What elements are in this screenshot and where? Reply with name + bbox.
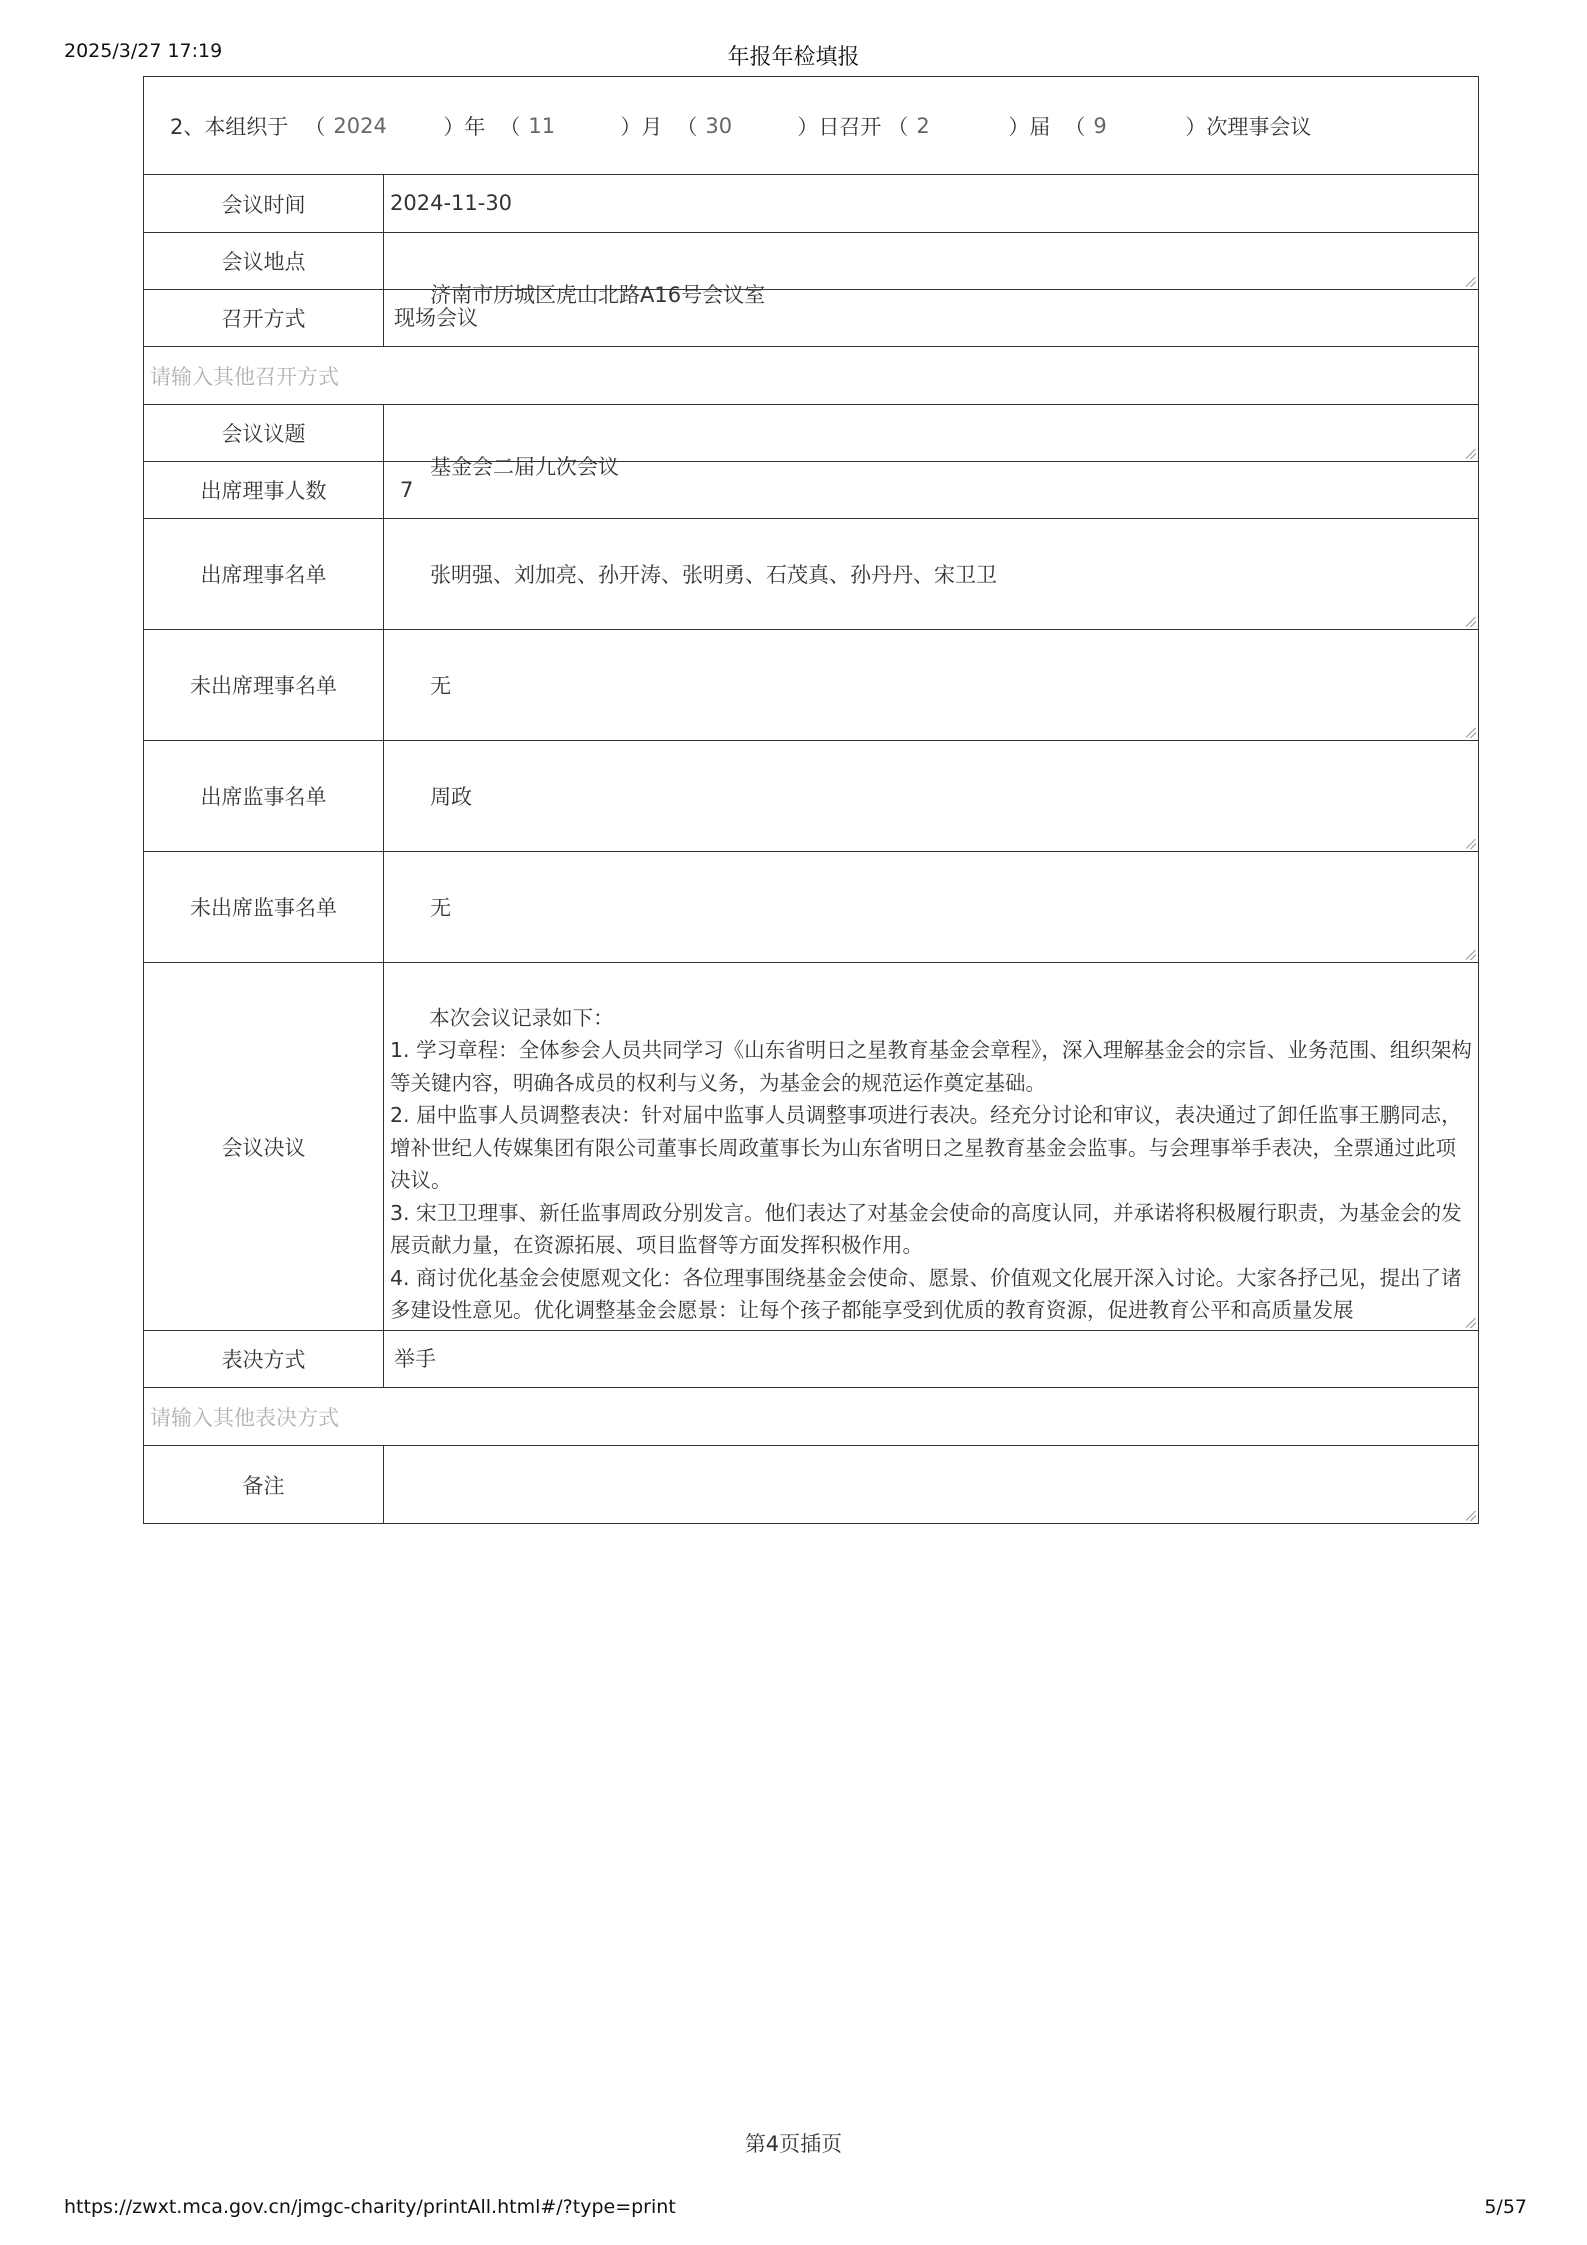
absent-supervisors-text: 无 — [430, 896, 452, 920]
absent-supervisors-field[interactable] — [384, 852, 1478, 962]
session-unit: 届 — [1029, 114, 1051, 139]
meeting-location-text: 济南市历城区虎山北路A16号会议室 — [430, 283, 766, 307]
meeting-count-field[interactable]: 9 — [1093, 113, 1107, 138]
resize-handle-icon[interactable] — [1466, 950, 1476, 960]
resolution-text: 本次会议记录如下： 1. 学习章程：全体参会人员共同学习《山东省明日之星教育基金会章程》，深入理解基金会的宗旨、业务范围、组织架构等关键内容，明确各成员的权利与义务，为基金会的规范运作奠定基础。 2. 届中监事人员调整表决：针对届中监事人员调整事项进行表决。经充分讨论和审议，表决通过了卸任监事王鹏同志，增补世纪人传媒集团有限公司董事长周政董事长为山东省明日之星教育基金会监事。与会理事举手表决，全票通过此项决议。 3. 宋卫卫理事、新任监事周政分别发言。他们表达了对基金会使命的高度认同，并承诺将积极履行职责，为基金会的发展贡献力量，在资源拓展、项目监督等方面发挥积极作用。 4. 商讨优化基金会使愿观文化：各位理事围绕基金会使命、愿景、价值观文化展开深入讨论。大家各抒己见，提出了诸多建设性意见。优化调整基金会愿景：让每个孩子都能享受到优质的教育资源，促进教育公平和高质量发展 — [390, 1005, 1472, 1322]
count-unit: 次理事会议 — [1206, 114, 1312, 139]
absent-directors-row — [144, 629, 1478, 740]
meeting-topic-field[interactable] — [384, 405, 1478, 479]
attending-supervisors-text: 周政 — [430, 785, 473, 809]
meeting-topic-row — [144, 404, 1478, 479]
absent-directors-label: 未出席理事名单 — [144, 630, 384, 740]
other-voting-row — [144, 1387, 1478, 1445]
meeting-time-label: 会议时间 — [144, 175, 384, 232]
other-mode-input[interactable]: 请输入其他召开方式 — [150, 364, 339, 389]
other-mode-row — [144, 346, 1478, 404]
attending-count-label: 出席理事人数 — [144, 462, 384, 518]
resize-handle-icon[interactable] — [1466, 617, 1476, 627]
voting-method-row — [144, 1330, 1478, 1387]
remarks-field[interactable] — [384, 1446, 1478, 1523]
footer-page-number: 5/57 — [1484, 2196, 1527, 2218]
absent-directors-field[interactable] — [384, 630, 1478, 740]
resize-handle-icon[interactable] — [1466, 1318, 1476, 1328]
resize-handle-icon[interactable] — [1466, 1511, 1476, 1521]
meeting-mode-label: 召开方式 — [144, 290, 384, 346]
month-unit: 月 — [641, 114, 663, 139]
meeting-time-field[interactable]: 2024-11-30 — [390, 191, 513, 215]
attending-directors-field[interactable] — [384, 519, 1478, 629]
attending-supervisors-label: 出席监事名单 — [144, 741, 384, 851]
voting-method-select[interactable]: 举手 — [394, 1347, 436, 1371]
meeting-month-field[interactable]: 11 — [528, 113, 556, 138]
meeting-topic-label: 会议议题 — [144, 405, 384, 461]
meeting-year-field[interactable]: 2024 — [333, 113, 387, 138]
meeting-day-field[interactable]: 30 — [705, 113, 733, 138]
attending-count-field[interactable]: 7 — [400, 478, 414, 502]
page-insert-note: 第4页插页 — [744, 2132, 843, 2156]
attending-directors-row — [144, 518, 1478, 629]
attending-supervisors-row — [144, 740, 1478, 851]
resize-handle-icon[interactable] — [1466, 277, 1476, 287]
meeting-location-field[interactable] — [384, 233, 1478, 307]
meeting-location-row — [144, 232, 1478, 307]
resolution-field[interactable] — [384, 963, 1478, 1330]
board-meeting-form — [143, 76, 1479, 1524]
meeting-mode-select[interactable]: 现场会议 — [394, 306, 478, 330]
remarks-label: 备注 — [144, 1446, 384, 1523]
absent-supervisors-label: 未出席监事名单 — [144, 852, 384, 962]
attending-count-row — [144, 461, 1478, 518]
absent-supervisors-row — [144, 851, 1478, 962]
remarks-row — [144, 1445, 1478, 1523]
resize-handle-icon[interactable] — [1466, 839, 1476, 849]
print-page-title: 年报年检填报 — [727, 45, 860, 70]
voting-method-label: 表决方式 — [144, 1331, 384, 1387]
attending-supervisors-field[interactable] — [384, 741, 1478, 851]
resolution-label: 会议决议 — [144, 963, 384, 1330]
resize-handle-icon[interactable] — [1466, 449, 1476, 459]
meeting-session-field[interactable]: 2 — [916, 113, 930, 138]
attending-directors-text: 张明强、刘加亮、孙开涛、张明勇、石茂真、孙丹丹、宋卫卫 — [430, 563, 998, 587]
meeting-prefix: 2、本组织于 — [170, 114, 289, 139]
meeting-header-row: 2、本组织于 （ 2024 ） 年 （ 11 ） 月 （ 30 ） 日召开 （ 2 ） 届 （ 9 ） 次理事会议 — [144, 77, 1478, 174]
absent-directors-text: 无 — [430, 674, 452, 698]
meeting-time-row — [144, 174, 1478, 232]
meeting-location-label: 会议地点 — [144, 233, 384, 289]
print-datetime: 2025/3/27 17:19 — [64, 40, 223, 62]
footer-url: https://zwxt.mca.gov.cn/jmgc-charity/printAll.html#/?type=print — [64, 2196, 676, 2218]
attending-directors-label: 出席理事名单 — [144, 519, 384, 629]
meeting-topic-text: 基金会二届九次会议 — [430, 455, 620, 479]
day-unit: 日召开 — [818, 114, 882, 139]
year-unit: 年 — [464, 114, 486, 139]
other-voting-input[interactable]: 请输入其他表决方式 — [150, 1405, 339, 1430]
resolution-row — [144, 962, 1478, 1330]
meeting-mode-row — [144, 289, 1478, 346]
resize-handle-icon[interactable] — [1466, 728, 1476, 738]
